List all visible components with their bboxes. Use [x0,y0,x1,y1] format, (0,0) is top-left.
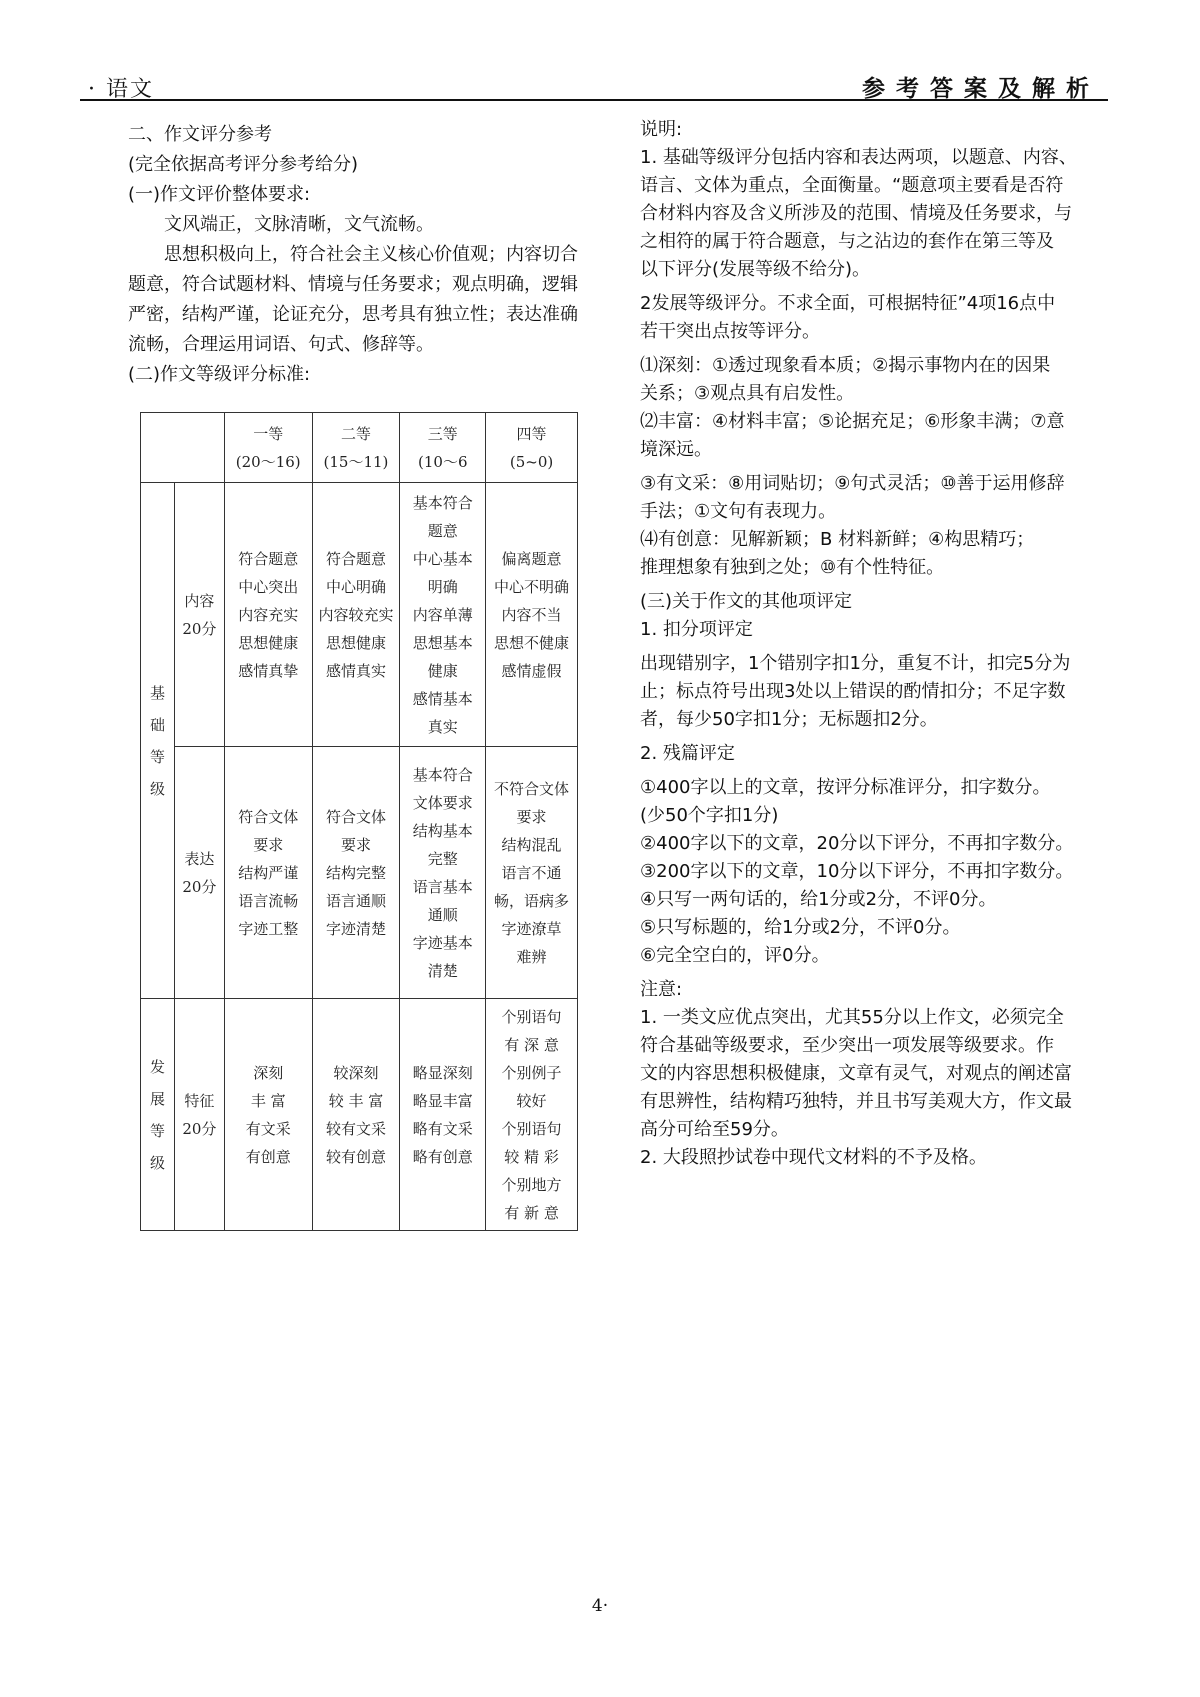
text-line: ③有文采：⑧用词贴切；⑨句式灵活；⑩善于运用修辞 [640,473,1065,494]
text-line: 以下评分(发展等级不给分)。 [640,259,871,280]
text-line: 较深刻 [333,1063,379,1082]
text-line: 真实 [427,717,458,736]
header-rule [80,99,1108,101]
text-line: 有创意 [245,1147,291,1166]
text-line: 手法；①文句有表现力。 [640,501,837,522]
text-line: 结构混乱 [501,835,562,854]
text-line: 推理想象有独到之处；⑩有个性特征。 [640,557,945,578]
text-line: 字迹基本 [412,933,473,952]
text-line: ③200字以下的文章，10分以下评分，不再扣字数分。 [640,861,1074,882]
text-line: 基本符合 [412,765,473,784]
text-line: 字迹工整 [238,919,299,938]
expression-grade-3 [400,747,486,999]
text-line: 符合题意 [325,549,386,568]
text-line: 有 深 意 [504,1035,559,1054]
header-title: 参考答案及解析 [862,76,1100,102]
subsection-2: (二)作文等级评分标准: [128,364,311,385]
section-note: (完全依据高考评分参考给分) [128,154,359,175]
text-line: 明确 [427,577,458,596]
content-grade-3 [400,483,486,747]
text-line: 文体要求 [412,793,473,812]
left-column [128,120,588,390]
text-line: 符合题意 [238,549,299,568]
text-line: 思想健康 [238,633,299,652]
text-line: 2. 大段照抄试卷中现代文材料的不予及格。 [640,1147,987,1168]
text-line: 内容单薄 [412,605,473,624]
text-line: 感情真实 [325,661,386,680]
text-line: 要求 [340,835,371,854]
text-line: 健康 [427,661,458,680]
text-line: 高分可给至59分。 [640,1119,789,1140]
table-row-feature [141,999,578,1231]
text-line: 较好 [516,1091,547,1110]
text-line: 字迹清楚 [325,919,386,938]
text-line: 中心突出 [238,577,299,596]
text-line: 2. 残篇评定 [640,743,735,764]
content-grade-2 [312,483,400,747]
expression-grade-4 [486,747,578,999]
text-line: 略显深刻 [412,1063,473,1082]
page-number: 4· [591,1596,609,1616]
text-line: 字迹潦草 [501,919,562,938]
text-line: 要求 [516,807,547,826]
text-line: 难辨 [516,947,547,966]
text-line: 之相符的属于符合题意，与之沾边的套作在第三等及 [640,231,1054,252]
text-line: 较 丰 富 [328,1091,384,1110]
text-line: ⑤只写标题的，给1分或2分，不评0分。 [640,917,961,938]
text-line: 内容较充实 [318,605,394,624]
header-grade-3: 三等 (10～6 [400,413,486,483]
text-line: (少50个字扣1分) [640,805,779,826]
text-line: 感情虚假 [501,661,562,680]
text-line: 者，每少50字扣1分；无标题扣2分。 [640,709,938,730]
text-line: 个别地方 [501,1175,562,1194]
text-line: 内容不当 [501,605,562,624]
text-line: 完整 [427,849,458,868]
text-line: 思想不健康 [494,633,570,652]
text-line: 符合基础等级要求，至少突出一项发展等级要求。作 [640,1035,1054,1056]
text-line: 略有创意 [412,1147,473,1166]
subsection-1: (一)作文评价整体要求: [128,184,311,205]
text-line: 止；标点符号出现3处以上错误的酌情扣分；不足字数 [640,681,1066,702]
feature-label: 特征 20分 [174,999,224,1231]
text-line: 结构严谨 [238,863,299,882]
text-line: 偏离题意 [501,549,562,568]
text-line: 畅，语病多 [494,891,570,910]
text-line: 语言通顺 [325,891,386,910]
text-line: 合材料内容及含义所涉及的范围、情境及任务要求，与 [640,203,1072,224]
grading-table [140,412,578,1231]
text-line: 个别语句 [501,1119,562,1138]
text-line: 中心基本 [412,549,473,568]
text-line: 结构基本 [412,821,473,840]
table-header-row [141,413,578,483]
text-line: 有思辨性，结构精巧独特，并且书写美观大方，作文最 [640,1091,1072,1112]
table-row-expression [141,747,578,999]
text-line: 通顺 [427,905,458,924]
header-subject: · 语文 [88,77,154,102]
text-line: 内容充实 [238,605,299,624]
text-line: 中心明确 [325,577,386,596]
text-line: 1. 基础等级评分包括内容和表达两项，以题意、内容、 [640,147,1077,168]
text-line: 要求 [253,835,284,854]
basic-level-label: 基础等级 [141,483,175,999]
expression-grade-1 [224,747,312,999]
feature-grade-1 [224,999,312,1231]
text-line: 出现错别字，1个错别字扣1分，重复不计，扣完5分为 [640,653,1071,674]
text-line: ②400字以下的文章，20分以下评分，不再扣字数分。 [640,833,1074,854]
text-line: (三)关于作文的其他项评定 [640,591,853,612]
text-line: 注意: [640,979,683,1000]
text-line: 若干突出点按等评分。 [640,321,820,342]
text-line: 略显丰富 [412,1091,473,1110]
content-label: 内容 20分 [174,483,224,747]
text-line: 结构完整 [325,863,386,882]
text-line: 清楚 [427,961,458,980]
text-line: 略有文采 [412,1119,473,1138]
section-title: 二、作文评分参考 [128,124,272,145]
text-line: 思想健康 [325,633,386,652]
text-line: 较有文采 [325,1119,386,1138]
text-line: 文的内容思想积极健康，文章有灵气，对观点的阐述富 [640,1063,1072,1084]
paragraph-2: 思想积极向上，符合社会主义核心价值观；内容切合题意，符合试题材料、情境与任务要求；观点明确，逻辑严密，结构严谨，论证充分，思考具有独立性；表达准确流畅，合理运用词语、句式、修辞等。 [128,244,578,355]
content-grade-4 [486,483,578,747]
text-line: 较 精 彩 [504,1147,559,1166]
text-line: 符合文体 [325,807,386,826]
text-line: 感情真挚 [238,661,299,680]
feature-grade-2 [312,999,400,1231]
text-line: 题意 [427,521,458,540]
text-line: ⑥完全空白的，评0分。 [640,945,830,966]
text-line: 语言流畅 [238,891,299,910]
text-line: 有 新 意 [504,1203,559,1222]
text-line: 境深远。 [640,439,712,460]
text-line: 丰 富 [250,1091,286,1110]
text-line: 语言基本 [412,877,473,896]
text-line: ①400字以上的文章，按评分标准评分，扣字数分。 [640,777,1051,798]
text-line: 个别例子 [501,1063,562,1082]
text-line: 思想基本 [412,633,473,652]
text-line: 个别语句 [501,1007,562,1026]
expression-grade-2 [312,747,400,999]
text-line: 深刻 [253,1063,284,1082]
text-line: 语言、文体为重点，全面衡量。“题意项主要看是否符 [640,175,1064,196]
header-grade-1: 一等 (20～16) [224,413,312,483]
text-line: 中心不明确 [494,577,570,596]
feature-grade-3 [400,999,486,1231]
text-line: 有文采 [245,1119,291,1138]
development-level-label: 发展等级 [141,999,175,1231]
text-line: 基本符合 [412,493,473,512]
feature-grade-4 [486,999,578,1231]
text-line: ⑴深刻：①透过现象看本质；②揭示事物内在的因果 [640,355,1051,376]
expression-label: 表达 20分 [174,747,224,999]
text-line: 符合文体 [238,807,299,826]
text-line: 不符合文体 [494,779,570,798]
text-line: ④只写一两句话的，给1分或2分，不评0分。 [640,889,997,910]
text-line: 较有创意 [325,1147,386,1166]
right-column [640,116,1110,1172]
paragraph-1: 文风端正，文脉清晰，文气流畅。 [164,214,434,235]
text-line: 2发展等级评分。不求全面，可根据特征”4项16点中 [640,293,1056,314]
text-line: 1. 一类文应优点突出，尤其55分以上作文，必须完全 [640,1007,1064,1028]
table-corner [141,413,225,483]
text-line: ⑷有创意：见解新颖；B 材料新鲜；④构思精巧； [640,529,1035,550]
table-row-content [141,483,578,747]
text-line: 感情基本 [412,689,473,708]
text-line: 语言不通 [501,863,562,882]
text-line: ⑵丰富：④材料丰富；⑤论据充足；⑥形象丰满；⑦意 [640,411,1065,432]
content-grade-1 [224,483,312,747]
text-line: 1. 扣分项评定 [640,619,753,640]
text-line: 说明: [640,119,683,140]
text-line: 关系；③观点具有启发性。 [640,383,855,404]
header-grade-2: 二等 (15～11) [312,413,400,483]
header-grade-4: 四等 (5~0) [486,413,578,483]
